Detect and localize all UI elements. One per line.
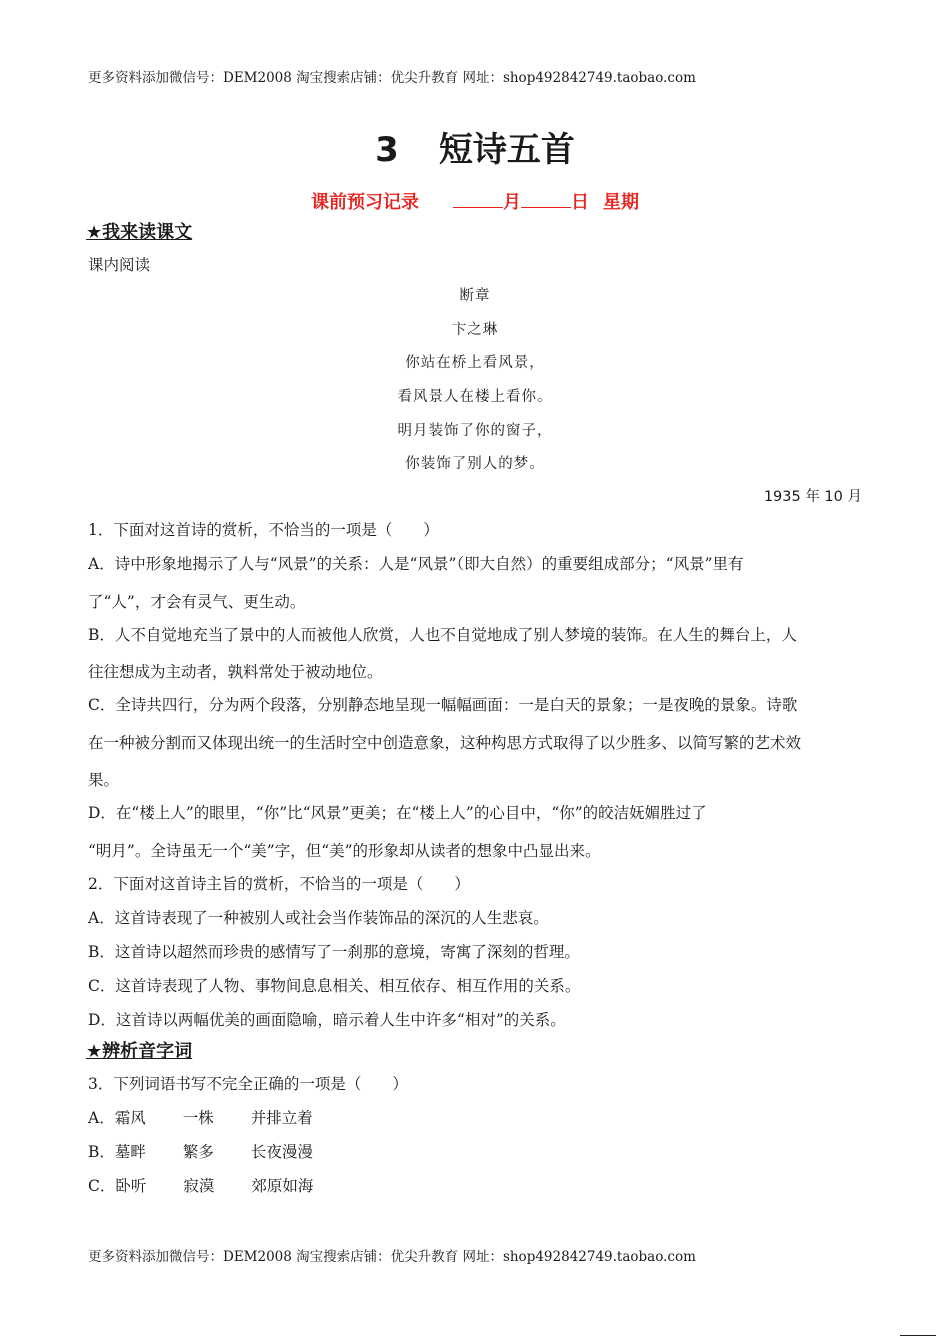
- poem-title: 断章: [459, 288, 491, 304]
- option-word: 墓畔: [114, 1143, 146, 1161]
- question-2-option-b: B．这首诗以超然而珍贵的感情写了一刹那的意境，寄寓了深刻的哲理。: [88, 943, 580, 961]
- question-3-option-a: [88, 1107, 860, 1129]
- poem-author: 卞之琳: [451, 322, 499, 338]
- section-read-heading: ★我来读课文: [86, 222, 193, 243]
- question-1-option-c-cont: 在一种被分割而又体现出统一的生活时空中创造意象，这种构思方式取得了以少胜多、以简写繁的艺术效: [88, 734, 802, 752]
- question-1-option-c-cont: 果。: [88, 771, 120, 789]
- question-1-option-a-cont: 了“人”，才会有灵气、更生动。: [88, 593, 306, 611]
- page-corner-rule: [900, 1335, 936, 1336]
- question-1-option-a: A．诗中形象地揭示了人与“风景”的关系：人是“风景”（即大自然）的重要组成部分；“风景”里有: [88, 555, 744, 573]
- option-label: B．: [88, 1143, 115, 1161]
- question-1-stem: 1．下面对这首诗的赏析，不恰当的一项是（ ）: [88, 521, 439, 539]
- option-word: 并排立着: [250, 1109, 313, 1127]
- question-2-option-c: C．这首诗表现了人物、事物间息息相关、相互依存、相互作用的关系。: [88, 977, 581, 995]
- page-footer: 更多资料添加微信号：DEM2008 淘宝搜索店铺：优尖升教育 网址：shop492842749.taobao.com: [88, 1249, 696, 1265]
- section-read-sub: 课内阅读: [88, 256, 151, 274]
- option-label: C．: [88, 1177, 116, 1195]
- page-header: 更多资料添加微信号：DEM2008 淘宝搜索店铺：优尖升教育 网址：shop492842749.taobao.com: [88, 70, 696, 86]
- lesson-number: 3: [375, 130, 399, 170]
- day-label: 日: [571, 192, 589, 213]
- question-1-option-d: D．在“楼上人”的眼里，“你”比“风景”更美；在“楼上人”的心目中，“你”的皎洁妩媚胜过了: [88, 804, 707, 822]
- question-2-option-d: D．这首诗以两幅优美的画面隐喻，暗示着人生中许多“相对”的关系。: [88, 1011, 566, 1029]
- option-word: 霜风: [114, 1109, 146, 1127]
- preview-record: [0, 191, 950, 215]
- month-blank: [453, 191, 503, 208]
- question-2-stem: 2．下面对这首诗主旨的赏析，不恰当的一项是（ ）: [88, 875, 470, 893]
- question-1-option-d-cont: “明月”。全诗虽无一个“美”字，但“美”的形象却从读者的想象中凸显出来。: [88, 842, 601, 860]
- option-word: 长夜漫漫: [250, 1143, 313, 1161]
- section-vocab-heading: ★辨析音字词: [86, 1041, 193, 1062]
- option-word: 繁多: [182, 1143, 214, 1161]
- weekday-label: 星期: [603, 192, 639, 213]
- question-3-option-c: [88, 1175, 860, 1197]
- option-word: 一株: [182, 1109, 214, 1127]
- question-1-option-c: C．全诗共四行，分为两个段落，分别静态地呈现一幅幅画面：一是白天的景象；一是夜晚的景象。诗歌: [88, 696, 798, 714]
- poem-line: 明月装饰了你的窗子，: [397, 423, 553, 439]
- question-1-option-b: B．人不自觉地充当了景中的人而被他人欣赏，人也不自觉地成了别人梦境的装饰。在人生的舞台上，人: [88, 626, 797, 644]
- page-title: [0, 128, 950, 172]
- month-label: 月: [503, 192, 521, 213]
- question-1-option-b-cont: 往往想成为主动者，孰料常处于被动地位。: [88, 663, 383, 681]
- poem-line: 你装饰了别人的梦。: [405, 456, 545, 472]
- poem-line: 你站在桥上看风景，: [405, 355, 545, 371]
- poem-line: 看风景人在楼上看你。: [397, 389, 553, 405]
- question-3-stem: 3．下列词语书写不完全正确的一项是（ ）: [88, 1075, 408, 1093]
- option-word: 卧听: [115, 1177, 147, 1195]
- day-blank: [521, 191, 571, 208]
- question-3-option-b: [88, 1141, 860, 1163]
- preview-label: 课前预习记录: [311, 192, 419, 213]
- lesson-title: 短诗五首: [438, 130, 575, 170]
- poem-date: 1935 年 10 月: [763, 489, 862, 505]
- option-word: 郊原如海: [251, 1177, 314, 1195]
- question-2-option-a: A．这首诗表现了一种被别人或社会当作装饰品的深沉的人生悲哀。: [88, 909, 549, 927]
- option-label: A．: [88, 1109, 115, 1127]
- option-word: 寂漠: [183, 1177, 215, 1195]
